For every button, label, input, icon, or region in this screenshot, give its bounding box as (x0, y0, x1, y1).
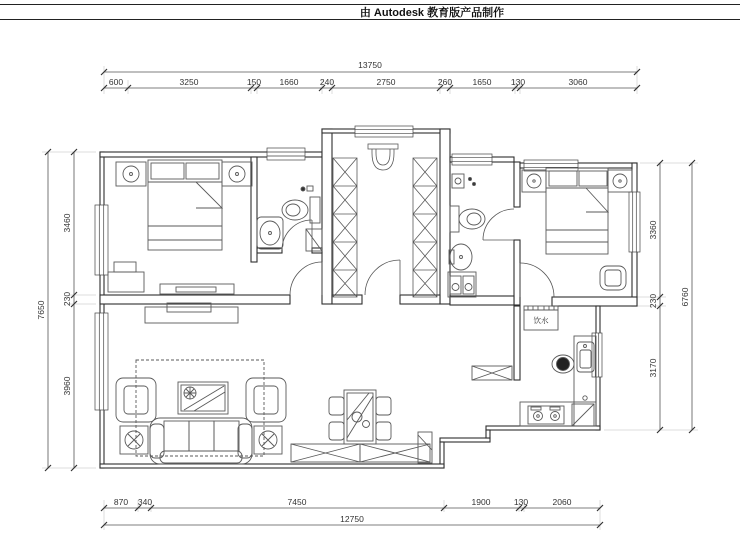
dim-seg: 870 (113, 497, 129, 507)
double-bed (148, 160, 222, 250)
door-bedroom2 (520, 263, 554, 297)
nightstand-right (608, 170, 632, 192)
window-bath2-top (452, 154, 492, 165)
dim-seg: 2750 (376, 77, 396, 87)
wall-step-vertical-east (486, 430, 490, 438)
shower-head-icon (301, 186, 313, 191)
dim-seg: 3460 (62, 213, 72, 233)
window-bath1-top (267, 148, 305, 160)
fridge (572, 396, 594, 426)
dim-seg: 150 (246, 77, 262, 87)
wall-step-horizontal (440, 438, 490, 442)
dim-seg: 2060 (552, 497, 572, 507)
dim-seg: 240 (319, 77, 335, 87)
dim-seg: 1900 (471, 497, 491, 507)
dim-total: 13750 (358, 60, 382, 70)
window-bedroom2-top (524, 160, 578, 171)
closet (333, 144, 437, 297)
living-room (116, 303, 286, 464)
extension-lines (42, 152, 96, 468)
wall-closet-south-east (400, 295, 440, 304)
coffee-table (178, 382, 228, 414)
dim-seg: 1660 (279, 77, 299, 87)
dining-chair (376, 422, 391, 440)
dim-total: 12750 (340, 514, 364, 524)
walls (100, 129, 637, 468)
wall-closet-east (440, 129, 450, 304)
dim-total: 6760 (680, 287, 690, 307)
wall-kitchen-south (486, 426, 600, 430)
dim-seg: 3250 (179, 77, 199, 87)
dim-seg: 1650 (472, 77, 492, 87)
wall-bath2-east-lower (514, 240, 520, 305)
wall-kitchen-west (514, 306, 520, 380)
dim-seg: 3060 (568, 77, 588, 87)
dimension-chain-left (36, 149, 96, 471)
double-bed (546, 168, 608, 254)
rug (136, 360, 264, 456)
tv-cabinet-bedroom1 (160, 284, 234, 294)
sink-1 (257, 217, 283, 249)
mop-basin (368, 144, 398, 170)
dim-seg: 3170 (648, 358, 658, 378)
door-closet (365, 260, 400, 295)
dim-seg: 7450 (287, 497, 307, 507)
bedroom2 (522, 168, 632, 290)
door-bathroom2 (483, 209, 514, 240)
gas-stove (528, 406, 564, 424)
dining-chair (376, 397, 391, 415)
kitchen-sink (577, 342, 594, 372)
plot-stamp-title: 由 Autodesk 教育版产品制作 (359, 7, 505, 19)
dimension-chain-top (101, 60, 640, 94)
washing-machine (448, 272, 476, 297)
window-bedroom2-right (629, 192, 640, 252)
dim-seg: 340 (137, 497, 153, 507)
side-table-right (254, 426, 282, 454)
dining-table (344, 390, 376, 444)
window-bedroom1-left (95, 205, 108, 275)
nightstand-left (522, 170, 546, 192)
wall-closet-south-west (332, 295, 362, 304)
wall-closet-west (322, 129, 332, 304)
tv-cabinet-living (145, 303, 238, 323)
bathroom2 (448, 174, 485, 297)
dim-seg: 3960 (62, 376, 72, 396)
dim-ticks (45, 149, 77, 471)
nightstand-left (116, 162, 146, 186)
sink-2 (449, 244, 472, 270)
dim-seg: 130 (510, 77, 526, 87)
door-lobby (290, 262, 322, 295)
dim-seg: 600 (108, 77, 124, 87)
wall-bedroom2-south (552, 297, 637, 306)
dining-chair (329, 397, 344, 415)
wall-ext-bottom (100, 464, 444, 468)
wardrobe-left (333, 158, 357, 297)
wall-bath2-east-upper (514, 162, 520, 207)
cooking-pot (552, 355, 574, 373)
sofa (150, 418, 252, 464)
toilet-1 (282, 197, 320, 223)
window-closet-top (355, 126, 413, 137)
shoe-cabinet (472, 366, 512, 380)
kitchen (520, 306, 596, 426)
dining-area (291, 366, 512, 463)
kitchen-appliance-label: 饮水 (533, 316, 549, 325)
dim-seg: 130 (513, 497, 529, 507)
wardrobe-right (413, 158, 437, 297)
wall-ext-left (100, 152, 104, 468)
dining-chair (329, 422, 344, 440)
dim-seg: 230 (62, 291, 72, 307)
dim-seg: 3360 (648, 220, 658, 240)
window-living-left (95, 313, 108, 410)
armchair-right (246, 378, 286, 422)
side-table-left (120, 426, 148, 454)
dim-seg: 230 (648, 293, 658, 309)
toilet-2 (450, 206, 485, 232)
dim-seg: 260 (437, 77, 453, 87)
desk (108, 262, 144, 292)
shower-icon-2 (452, 174, 476, 188)
chair (600, 266, 626, 290)
dimension-chain-bottom (101, 497, 603, 530)
sideboard (291, 444, 430, 462)
nightstand-right (222, 162, 252, 186)
door-bathroom1 (282, 220, 312, 250)
bedroom1 (108, 160, 252, 294)
dim-total: 7650 (36, 300, 46, 320)
